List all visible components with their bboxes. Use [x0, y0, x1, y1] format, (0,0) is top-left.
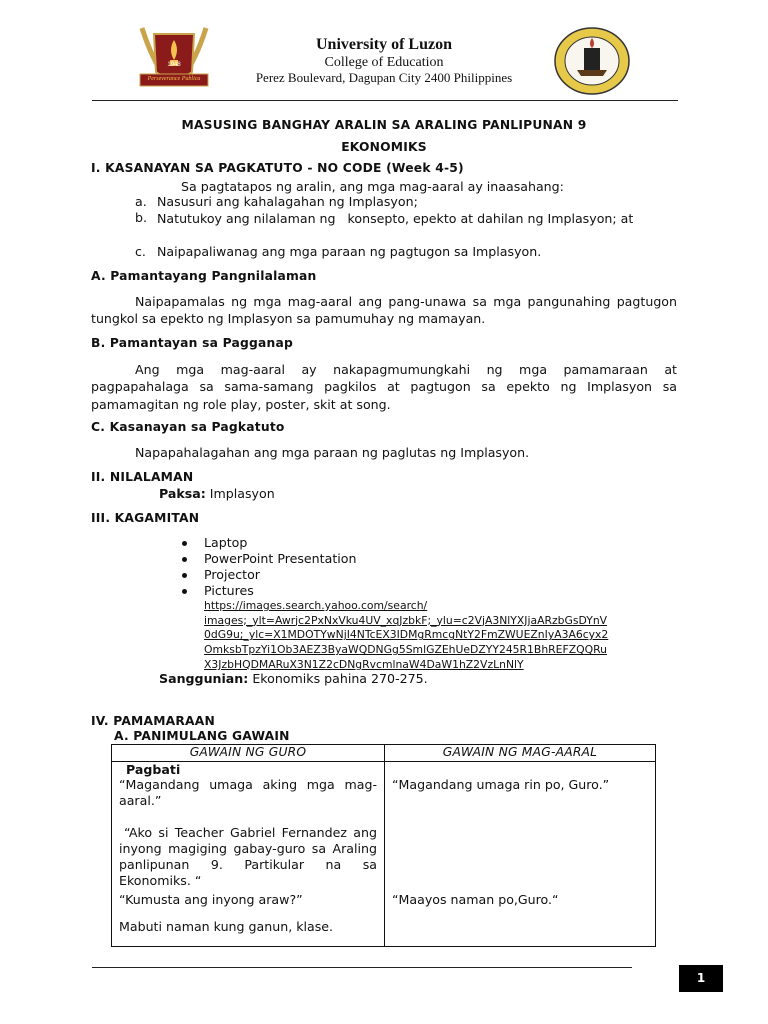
section-i-intro: Sa pagtatapos ng aralin, ang mga mag-aaral ay inaasahang:: [181, 179, 564, 194]
sanggunian-line: [159, 671, 428, 688]
list-item: [182, 583, 254, 600]
guro-line-1: “Magandang umaga aking mga mag-aaral.”: [119, 777, 377, 808]
list-item: [182, 551, 356, 568]
section-iii-heading: III. KAGAMITAN: [91, 511, 200, 525]
list-item: [182, 567, 260, 584]
subject-title: EKONOMIKS: [341, 140, 427, 154]
section-b-heading: B. Pamantayan sa Pagganap: [91, 336, 293, 350]
guro-line-4: Mabuti naman kung ganun, klase.: [119, 919, 334, 934]
column-header-mag-aaral: GAWAIN NG MAG-AARAL: [385, 745, 656, 762]
objective-marker: b.: [135, 210, 147, 225]
section-c-body: Napapahalagahan ang mga paraan ng paglutas ng Implasyon.: [135, 445, 530, 460]
bullet-icon: [182, 541, 187, 546]
guro-cell: [112, 762, 385, 947]
mag-aaral-cell: [385, 762, 656, 947]
section-b-body: Ang mga mag-aaral ay nakapagmumungkahi ng mga pamamaraan at pagpapahalaga sa sama-samang pagkilos at pagtugon sa epekto ng Implasyon sa pamamagitan ng role play, poster, skit at song.: [91, 362, 677, 412]
sanggunian-label: Sanggunian:: [159, 671, 249, 686]
list-item-text: Pictures: [204, 583, 254, 598]
resource-link[interactable]: [204, 599, 684, 673]
objective-text: Naipapaliwanag ang mga paraan ng pagtugon sa Implasyon.: [157, 244, 542, 259]
table-row: [112, 762, 656, 947]
activity-table: [111, 744, 656, 947]
page-number: 1: [679, 965, 723, 992]
bullet-icon: [182, 573, 187, 578]
list-item-text: Projector: [204, 567, 260, 582]
section-iv-subheading: A. PANIMULANG GAWAIN: [114, 729, 290, 743]
table-header-row: [112, 745, 656, 762]
list-item-text: PowerPoint Presentation: [204, 551, 357, 566]
link-line[interactable]: OmksbTpzYi1Ob3AEZ3ByaWQDNGg5SmlGZEhUeDZYY245R1BhREFZQQRu: [204, 643, 607, 657]
mag-aaral-line-1: “Magandang umaga rin po, Guro.”: [392, 777, 610, 792]
logo-motto: Perseverance Publica: [147, 76, 201, 82]
mag-aaral-line-2: “Maayos naman po,Guro.“: [392, 892, 559, 907]
link-line[interactable]: https://images.search.yahoo.com/search/: [204, 599, 428, 612]
section-iv-heading: IV. PAMAMARAAN: [91, 714, 215, 728]
pagbati-label: Pagbati: [126, 762, 181, 777]
footer-rule: [92, 967, 632, 968]
sanggunian-value: Ekonomiks pahina 270-275.: [248, 671, 428, 686]
college-of-education-seal: [553, 26, 631, 96]
university-name: University of Luzon: [316, 36, 452, 53]
list-item: [182, 535, 247, 552]
section-a-heading: A. Pamantayang Pangnilalaman: [91, 269, 317, 283]
logo-year: 1948: [167, 62, 181, 68]
paksa-value: Implasyon: [205, 486, 275, 501]
guro-line-2: “Ako si Teacher Gabriel Fernandez ang inyong magiging gabay-guro sa Araling panlipunan 9. Partikular na sa Ekonomiks. “: [119, 825, 377, 888]
link-line[interactable]: X3JzbHQDMARuX3N1Z2cDNgRvcmlnaW4DaW1hZ2VzLnNlY: [204, 657, 524, 671]
objective-marker: a.: [135, 194, 147, 209]
section-a-body: Naipapamalas ng mga mag-aaral ang pang-unawa sa mga pangunahing pagtugon tungkol sa epekto ng Implasyon sa pamumuhay ng mamayan.: [91, 294, 677, 326]
column-header-guro: GAWAIN NG GURO: [112, 745, 385, 762]
address: Perez Boulevard, Dagupan City 2400 Philippines: [255, 70, 513, 85]
objective-text: Nasusuri ang kahalagahan ng Implasyon;: [157, 194, 418, 209]
paksa-line: [159, 486, 275, 503]
link-line[interactable]: 0dG9u;_ylc=X1MDOTYwNjI4NTcEX3IDMgRmcgNtY2FmZWUEZnIyA3A6cyx2: [204, 628, 609, 642]
section-i-heading: I. KASANAYAN SA PAGKATUTO - NO CODE (Week 4-5): [91, 161, 464, 175]
section-ii-heading: II. NILALAMAN: [91, 470, 194, 484]
lesson-plan-title: MASUSING BANGHAY ARALIN SA ARALING PANLIPUNAN 9: [181, 118, 587, 132]
college-name: College of Education: [324, 55, 444, 70]
header-rule: [92, 100, 678, 101]
list-item-text: Laptop: [204, 535, 248, 550]
link-line[interactable]: images;_ylt=Awrjc2PxNxVku4UV_xqJzbkF;_ylu=c2VjA3NlYXJjaARzbGsDYnV: [204, 613, 608, 627]
bullet-icon: [182, 557, 187, 562]
objective-text: Natutukoy ang nilalaman ng konsepto, epekto at dahilan ng Implasyon; at: [157, 211, 634, 226]
bullet-icon: [182, 589, 187, 594]
section-c-heading: C. Kasanayan sa Pagkatuto: [91, 420, 285, 434]
objective-marker: c.: [135, 244, 146, 259]
paksa-label: Paksa:: [159, 486, 206, 501]
guro-line-3: “Kumusta ang inyong araw?”: [119, 892, 303, 907]
